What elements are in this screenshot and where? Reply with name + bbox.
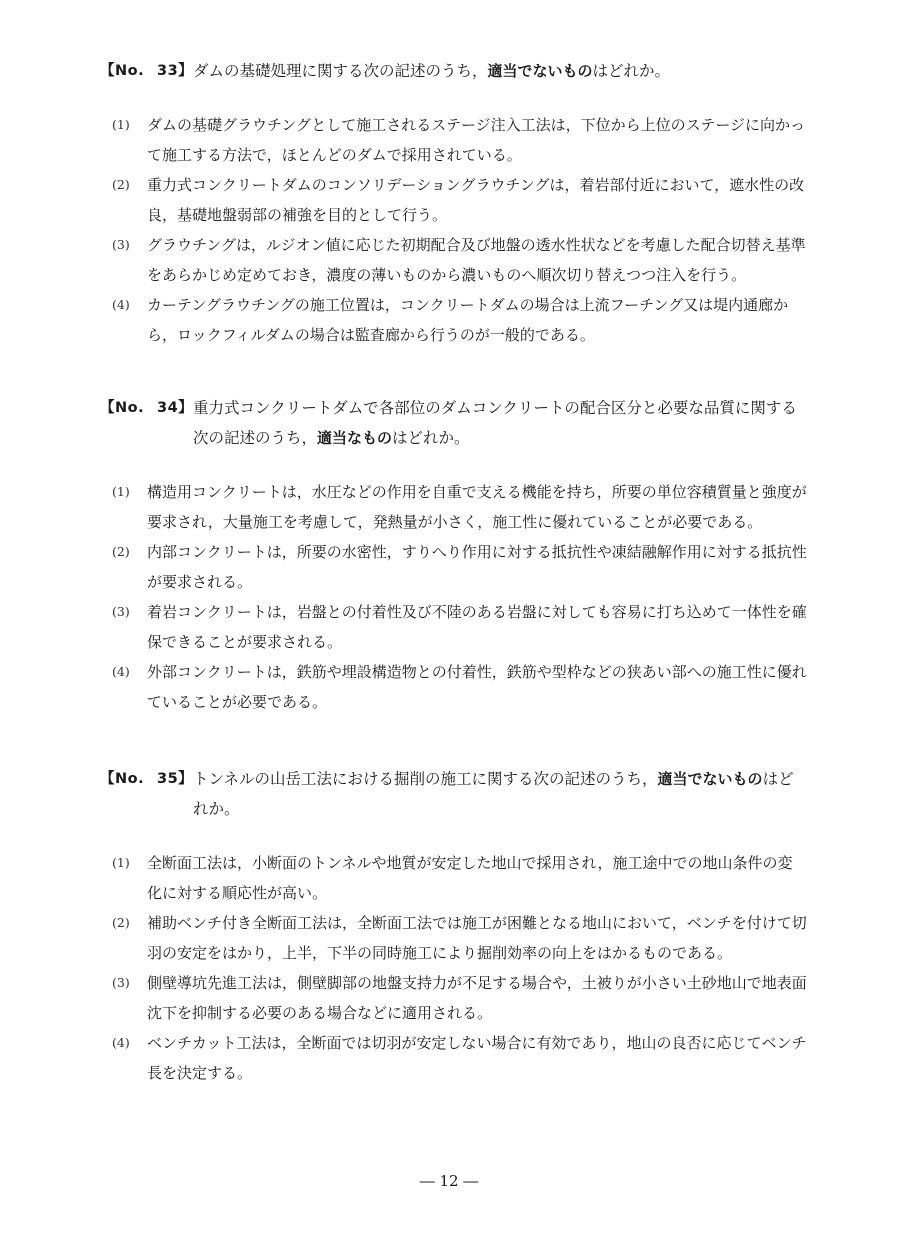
page-number: ― 12 ― xyxy=(419,1172,479,1190)
question-stem: トンネルの山岳工法における掘削の施工に関する次の記述のうち，適当でないものはどれか。 xyxy=(193,770,794,818)
question-label: 【No. 33】 xyxy=(100,56,192,86)
question-header xyxy=(0,764,898,824)
choice-list xyxy=(0,110,898,350)
choice-number: (3) xyxy=(112,975,130,990)
choice-item xyxy=(0,110,898,170)
choice-number: (3) xyxy=(112,237,130,252)
choice-item xyxy=(0,1028,898,1088)
choice-number: (1) xyxy=(112,117,130,132)
question-emphasis: 適当でないもの xyxy=(657,770,763,788)
choice-text: 側壁導坑先進工法は，側壁脚部の地盤支持力が不足する場合や，土被りが小さい土砂地山で地表面沈下を抑制する必要のある場合などに適用される。 xyxy=(147,974,807,1022)
choice-item xyxy=(0,657,898,717)
choice-item xyxy=(0,290,898,350)
question-34 xyxy=(0,393,898,717)
choice-text: 着岩コンクリートは，岩盤との付着性及び不陸のある岩盤に対しても容易に打ち込めて一体性を確保できることが要求される。 xyxy=(147,603,807,651)
choice-number: (1) xyxy=(112,855,130,870)
choice-text: 補助ベンチ付き全断面工法は，全断面工法では施工が困難となる地山において，ベンチを付けて切羽の安定をはかり，上半，下半の同時施工により掘削効率の向上をはかるものである。 xyxy=(147,914,807,962)
question-33 xyxy=(0,56,898,350)
choice-number: (2) xyxy=(112,177,130,192)
question-stem: 重力式コンクリートダムで各部位のダムコンクリートの配合区分と必要な品質に関する次の記述のうち，適当なものはどれか。 xyxy=(193,399,797,447)
choice-number: (4) xyxy=(112,664,130,679)
question-emphasis: 適当なもの xyxy=(317,429,393,447)
choice-text: 構造用コンクリートは，水圧などの作用を自重で支える機能を持ち，所要の単位容積質量と強度が要求され，大量施工を考慮して，発熱量が小さく，施工性に優れていることが必要である。 xyxy=(147,483,807,531)
choice-number: (1) xyxy=(112,484,130,499)
question-header xyxy=(0,393,898,453)
choice-text: グラウチングは，ルジオン値に応じた初期配合及び地盤の透水性状などを考慮した配合切替え基準をあらかじめ定めておき，濃度の薄いものから濃いものへ順次切り替えつつ注入を行う。 xyxy=(147,236,806,284)
question-label: 【No. 34】 xyxy=(100,393,192,423)
choice-item xyxy=(0,848,898,908)
question-header xyxy=(0,56,898,86)
question-number: 34】 xyxy=(157,400,194,416)
choice-item xyxy=(0,537,898,597)
choice-item xyxy=(0,597,898,657)
choice-item xyxy=(0,968,898,1028)
question-emphasis: 適当でないもの xyxy=(487,62,593,80)
choice-number: (2) xyxy=(112,915,130,930)
choice-text: カーテングラウチングの施工位置は，コンクリートダムの場合は上流フーチング又は堤内通廊から，ロックフィルダムの場合は監査廊から行うのが一般的である。 xyxy=(147,296,789,344)
choice-number: (2) xyxy=(112,544,130,559)
choice-text: 全断面工法は，小断面のトンネルや地質が安定した地山で採用され，施工途中での地山条件の変化に対する順応性が高い。 xyxy=(147,854,793,902)
question-stem: ダムの基礎処理に関する次の記述のうち，適当でないものはどれか。 xyxy=(193,62,671,80)
choice-number: (4) xyxy=(112,1035,130,1050)
choice-text: ベンチカット工法は，全断面では切羽が安定しない場合に有効であり，地山の良否に応じてベンチ長を決定する。 xyxy=(147,1034,807,1082)
question-label: 【No. 35】 xyxy=(100,764,192,794)
question-35 xyxy=(0,764,898,1088)
choice-list xyxy=(0,477,898,717)
choice-item xyxy=(0,908,898,968)
choice-text: 外部コンクリートは，鉄筋や埋設構造物との付着性，鉄筋や型枠などの狭あい部への施工性に優れていることが必要である。 xyxy=(147,663,807,711)
question-number: 35】 xyxy=(157,771,194,787)
choice-item xyxy=(0,170,898,230)
choice-item xyxy=(0,477,898,537)
choice-text: 重力式コンクリートダムのコンソリデーショングラウチングは，着岩部付近において，遮水性の改良，基礎地盤弱部の補強を目的として行う。 xyxy=(147,176,805,224)
choice-number: (4) xyxy=(112,297,130,312)
choice-text: 内部コンクリートは，所要の水密性，すりへり作用に対する抵抗性や凍結融解作用に対する抵抗性が要求される。 xyxy=(147,543,807,591)
choice-text: ダムの基礎グラウチングとして施工されるステージ注入工法は，下位から上位のステージに向かって施工する方法で，ほとんどのダムで採用されている。 xyxy=(147,116,806,164)
question-number: 33】 xyxy=(157,63,194,79)
choice-list xyxy=(0,848,898,1088)
choice-number: (3) xyxy=(112,604,130,619)
choice-item xyxy=(0,230,898,290)
